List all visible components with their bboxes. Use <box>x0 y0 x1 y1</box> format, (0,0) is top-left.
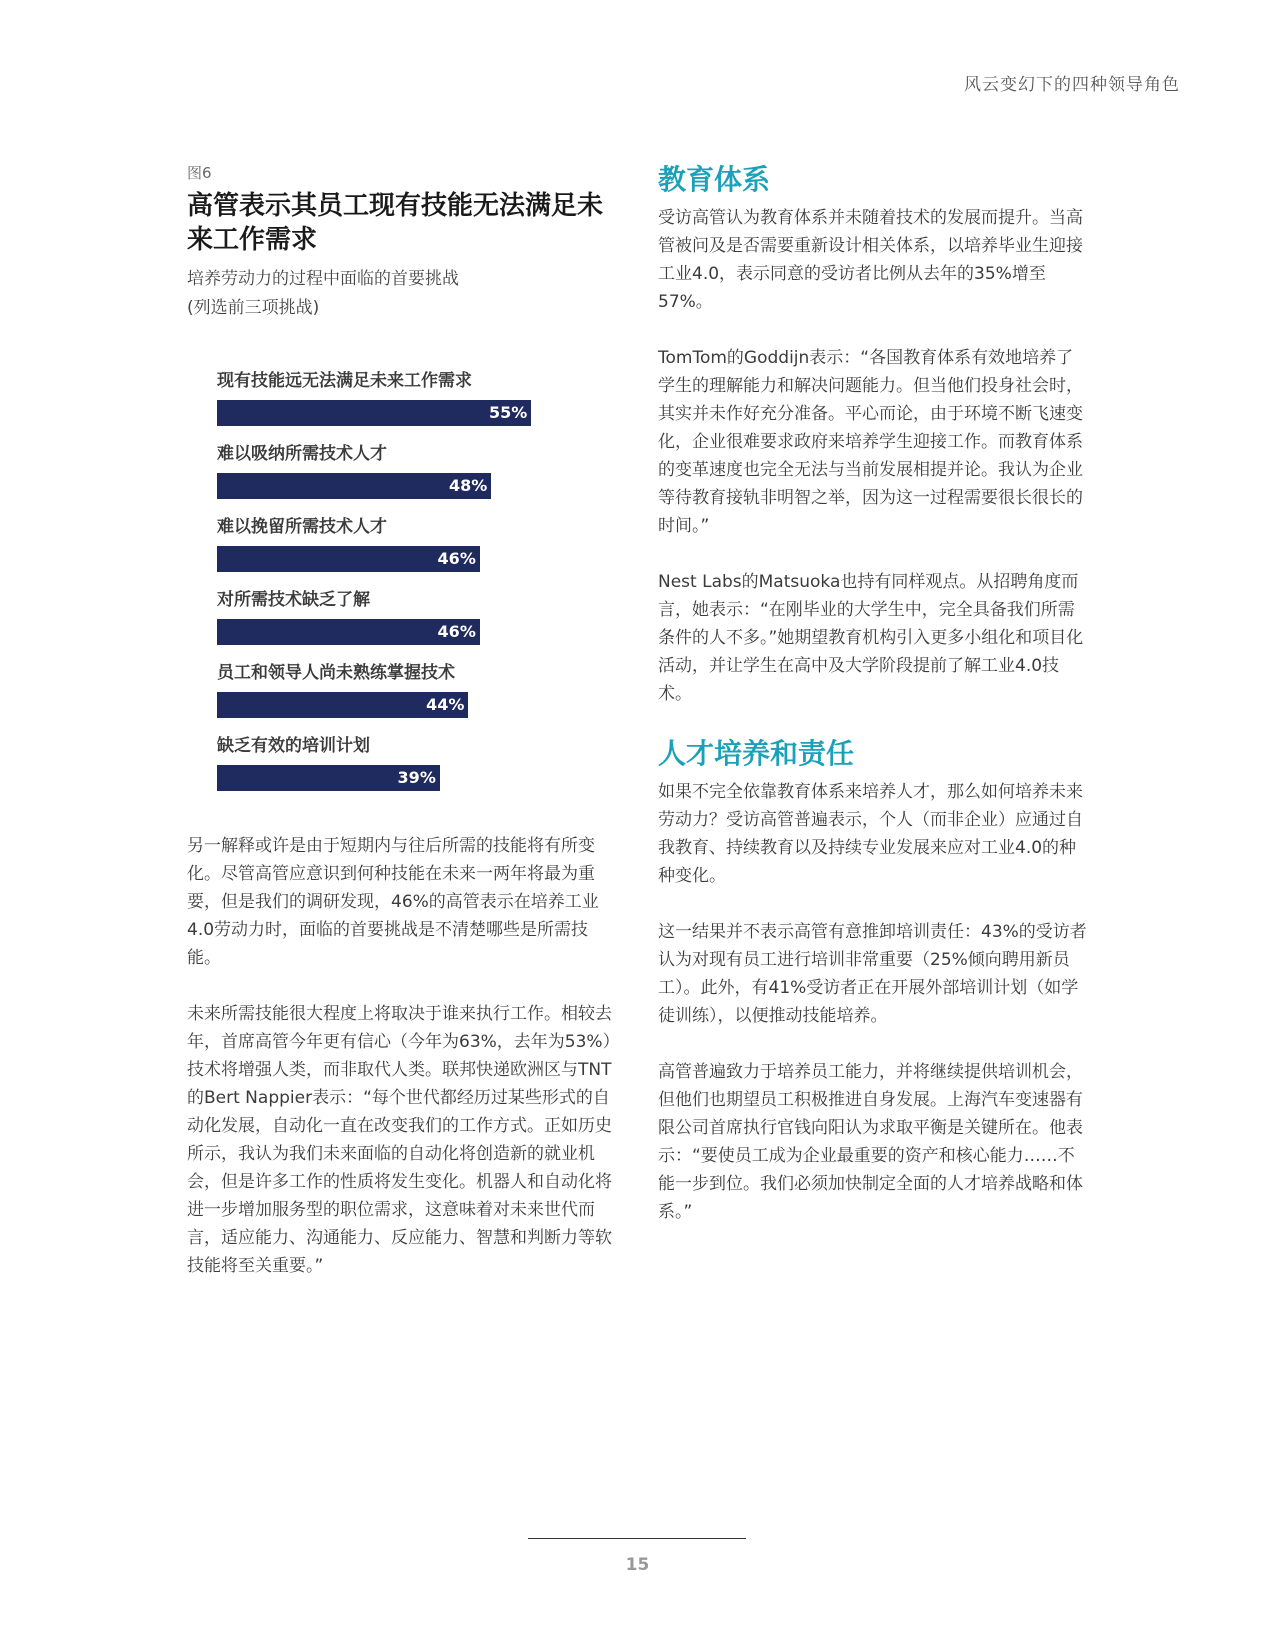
chart-category-label: 难以吸纳所需技术人才 <box>217 444 387 464</box>
chart-category-label: 难以挽留所需技术人才 <box>217 517 387 537</box>
chart-bar <box>217 400 531 426</box>
chart-row <box>217 661 617 734</box>
chart-bar <box>217 692 468 718</box>
chart-data-label: 39% <box>397 768 436 787</box>
page-number: 15 <box>625 1555 650 1575</box>
chart-bar-track <box>217 473 617 499</box>
figure-subtitle: 培养劳动力的过程中面临的首要挑战 <box>187 269 459 289</box>
right-column <box>658 162 1090 1254</box>
figure-block <box>187 162 617 807</box>
paragraph: 高管普遍致力于培养员工能力，并将继续提供培训机会，但他们也期望员工积极推进自身发展。上海汽车变速器有限公司首席执行官钱向阳认为求取平衡是关键所在。他表示：“要使员工成为企业最重要的资产和核心能力……不能一步到位。我们必须加快制定全面的人才培养战略和体系。” <box>658 1062 1083 1222</box>
chart-bar-track <box>217 765 617 791</box>
chart-bar <box>217 473 491 499</box>
chart-bar <box>217 619 480 645</box>
chart-bar-track <box>217 692 617 718</box>
chart-row <box>217 734 617 807</box>
paragraph: 未来所需技能很大程度上将取决于谁来执行工作。相较去年，首席高管今年更有信心（今年为63%，去年为53%）技术将增强人类，而非取代人类。联邦快递欧洲区与TNT的Bert Nappier表示：“每个世代都经历过某些形式的自动化发展，自动化一直在改变我们的工作方式。正如历史所示，我认为我们未来面临的自动化将创造新的就业机会，但是许多工作的性质将发生变化。机器人和自动化将进一步增加服务型的职位需求，这意味着对未来世代而言，适应能力、沟通能力、反应能力、智慧和判断力等软技能将至关重要。” <box>187 1004 612 1276</box>
chart-bar-track <box>217 400 617 426</box>
chart-data-label: 44% <box>426 695 465 714</box>
chart-category-label: 现有技能远无法满足未来工作需求 <box>217 371 472 391</box>
paragraph: 另一解释或许是由于短期内与往后所需的技能将有所变化。尽管高管应意识到何种技能在未来一两年将最为重要，但是我们的调研发现，46%的高管表示在培养工业4.0劳动力时，面临的首要挑战是不清楚哪些是所需技能。 <box>187 836 599 968</box>
figure-label: 图6 <box>187 164 212 182</box>
paragraph: Nest Labs的Matsuoka也持有同样观点。从招聘角度而言，她表示：“在刚毕业的大学生中，完全具备我们所需条件的人不多。”她期望教育机构引入更多小组化和项目化活动，并让学生在高中及大学阶段提前了解工业4.0技术。 <box>658 572 1084 704</box>
chart-category-label: 缺乏有效的培训计划 <box>217 736 370 756</box>
chart-data-label: 55% <box>488 403 528 422</box>
bar-chart <box>217 369 617 807</box>
chart-bar <box>217 546 480 572</box>
section-title-talent: 人才培养和责任 <box>658 737 855 770</box>
section-title-education: 教育体系 <box>658 163 771 196</box>
chart-category-label: 对所需技术缺乏了解 <box>217 590 370 610</box>
chart-row <box>217 515 617 588</box>
chart-bar-track <box>217 546 617 572</box>
chart-row <box>217 369 617 442</box>
paragraph: 这一结果并不表示高管有意推卸培训责任：43%的受访者认为对现有员工进行培训非常重要（25%倾向聘用新员工）。此外，有41%受访者正在开展外部培训计划（如学徒训练），以便推动技能培养。 <box>658 922 1087 1026</box>
footer-divider <box>528 1538 746 1539</box>
chart-data-label: 46% <box>437 622 476 641</box>
running-header: 风云变幻下的四种领导角色 <box>964 75 1180 95</box>
figure-title: 高管表示其员工现有技能无法满足未来工作需求 <box>187 191 604 255</box>
paragraph: TomTom的Goddijn表示：“各国教育体系有效地培养了学生的理解能力和解决问题能力。但当他们投身社会时，其实并未作好充分准备。平心而论，由于环境不断飞速变化，企业很难要求政府来培养学生迎接工作。而教育体系的变革速度也完全无法与当前发展相提并论。我认为企业等待教育接轨非明智之举，因为这一过程需要很长很长的时间。” <box>658 348 1083 536</box>
chart-row <box>217 442 617 515</box>
paragraph: 受访高管认为教育体系并未随着技术的发展而提升。当高管被问及是否需要重新设计相关体系，以培养毕业生迎接工业4.0，表示同意的受访者比例从去年的35%增至57%。 <box>658 208 1083 312</box>
chart-bar-track <box>217 619 617 645</box>
chart-data-label: 48% <box>448 476 488 495</box>
figure-note: (列选前三项挑战) <box>187 298 320 318</box>
chart-category-label: 员工和领导人尚未熟练掌握技术 <box>217 663 455 683</box>
chart-bar <box>217 765 440 791</box>
chart-data-label: 46% <box>437 549 476 568</box>
chart-row <box>217 588 617 661</box>
left-body-text <box>187 832 617 1308</box>
paragraph: 如果不完全依靠教育体系来培养人才，那么如何培养未来劳动力？受访高管普遍表示，个人（而非企业）应通过自我教育、持续教育以及持续专业发展来应对工业4.0的种种变化。 <box>658 782 1083 886</box>
